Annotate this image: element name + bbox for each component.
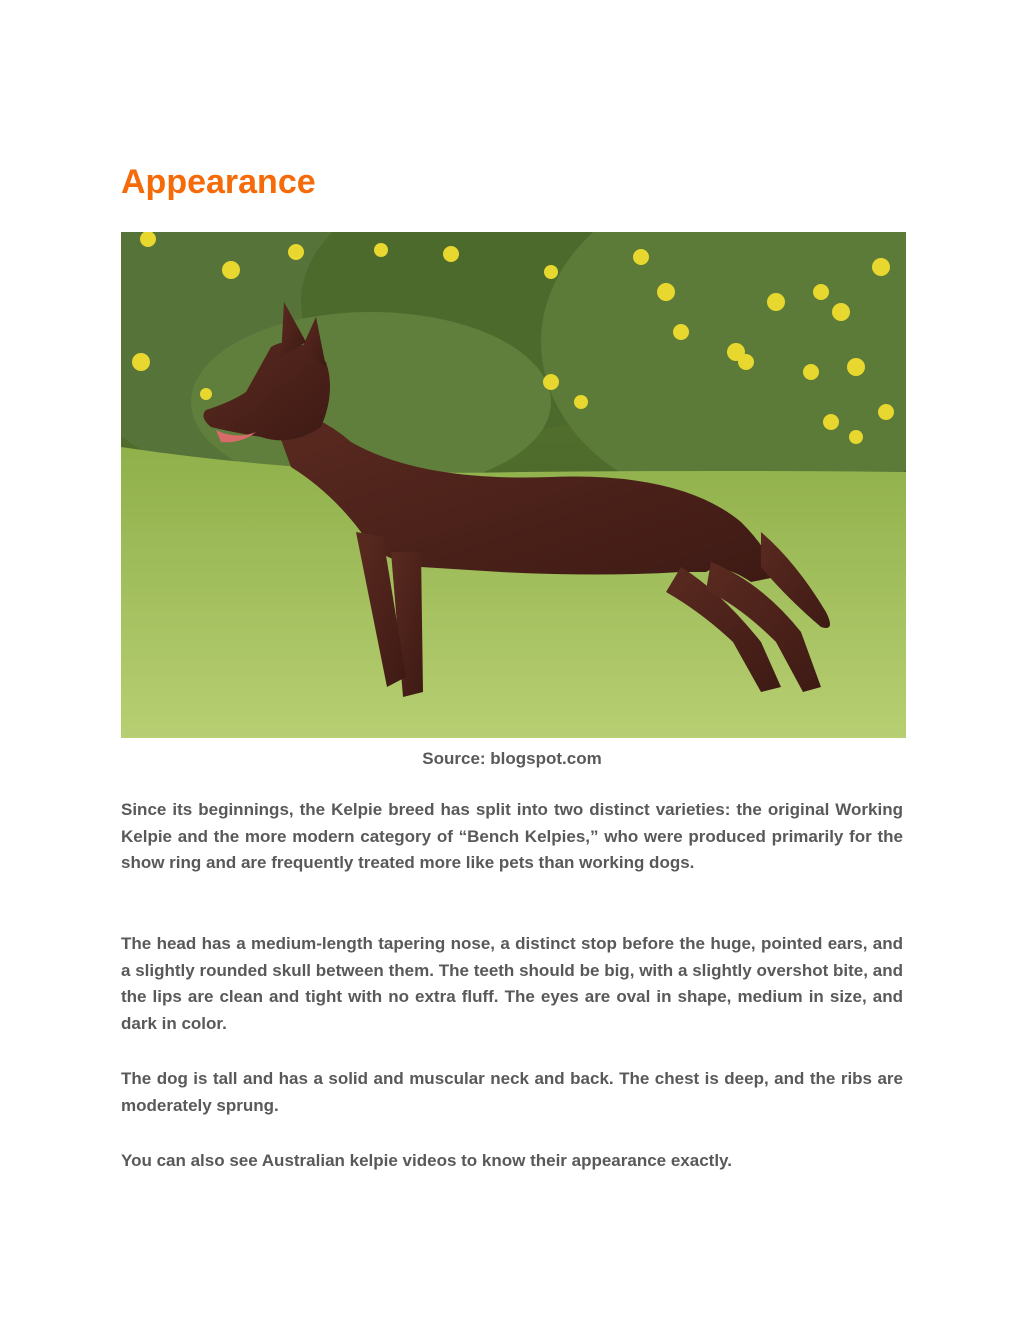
kelpie-photo — [121, 232, 906, 738]
paragraph-varieties: Since its beginnings, the Kelpie breed has split into two distinct varieties: the original Working Kelpie and the more modern category of “Bench Kelpies,” who were produced primarily for the show ring and are frequently treated more like pets than working dogs. — [121, 800, 903, 872]
brown-kelpie-dog-photo-icon — [121, 232, 906, 738]
section-heading: Appearance — [121, 163, 316, 201]
paragraph-head: The head has a medium-length tapering nose, a distinct stop before the huge, pointed ears, and a slightly rounded skull between them. The teeth should be big, with a slightly overshot bite, and the lips are clean and tight with no extra fluff. The eyes are oval in shape, medium in size, and dark in color. — [121, 934, 903, 1033]
image-caption: Source: blogspot.com — [422, 749, 602, 768]
paragraph-videos: You can also see Australian kelpie videos to know their appearance exactly. — [121, 1151, 732, 1170]
paragraph-body: The dog is tall and has a solid and muscular neck and back. The chest is deep, and the ribs are moderately sprung. — [121, 1069, 903, 1115]
